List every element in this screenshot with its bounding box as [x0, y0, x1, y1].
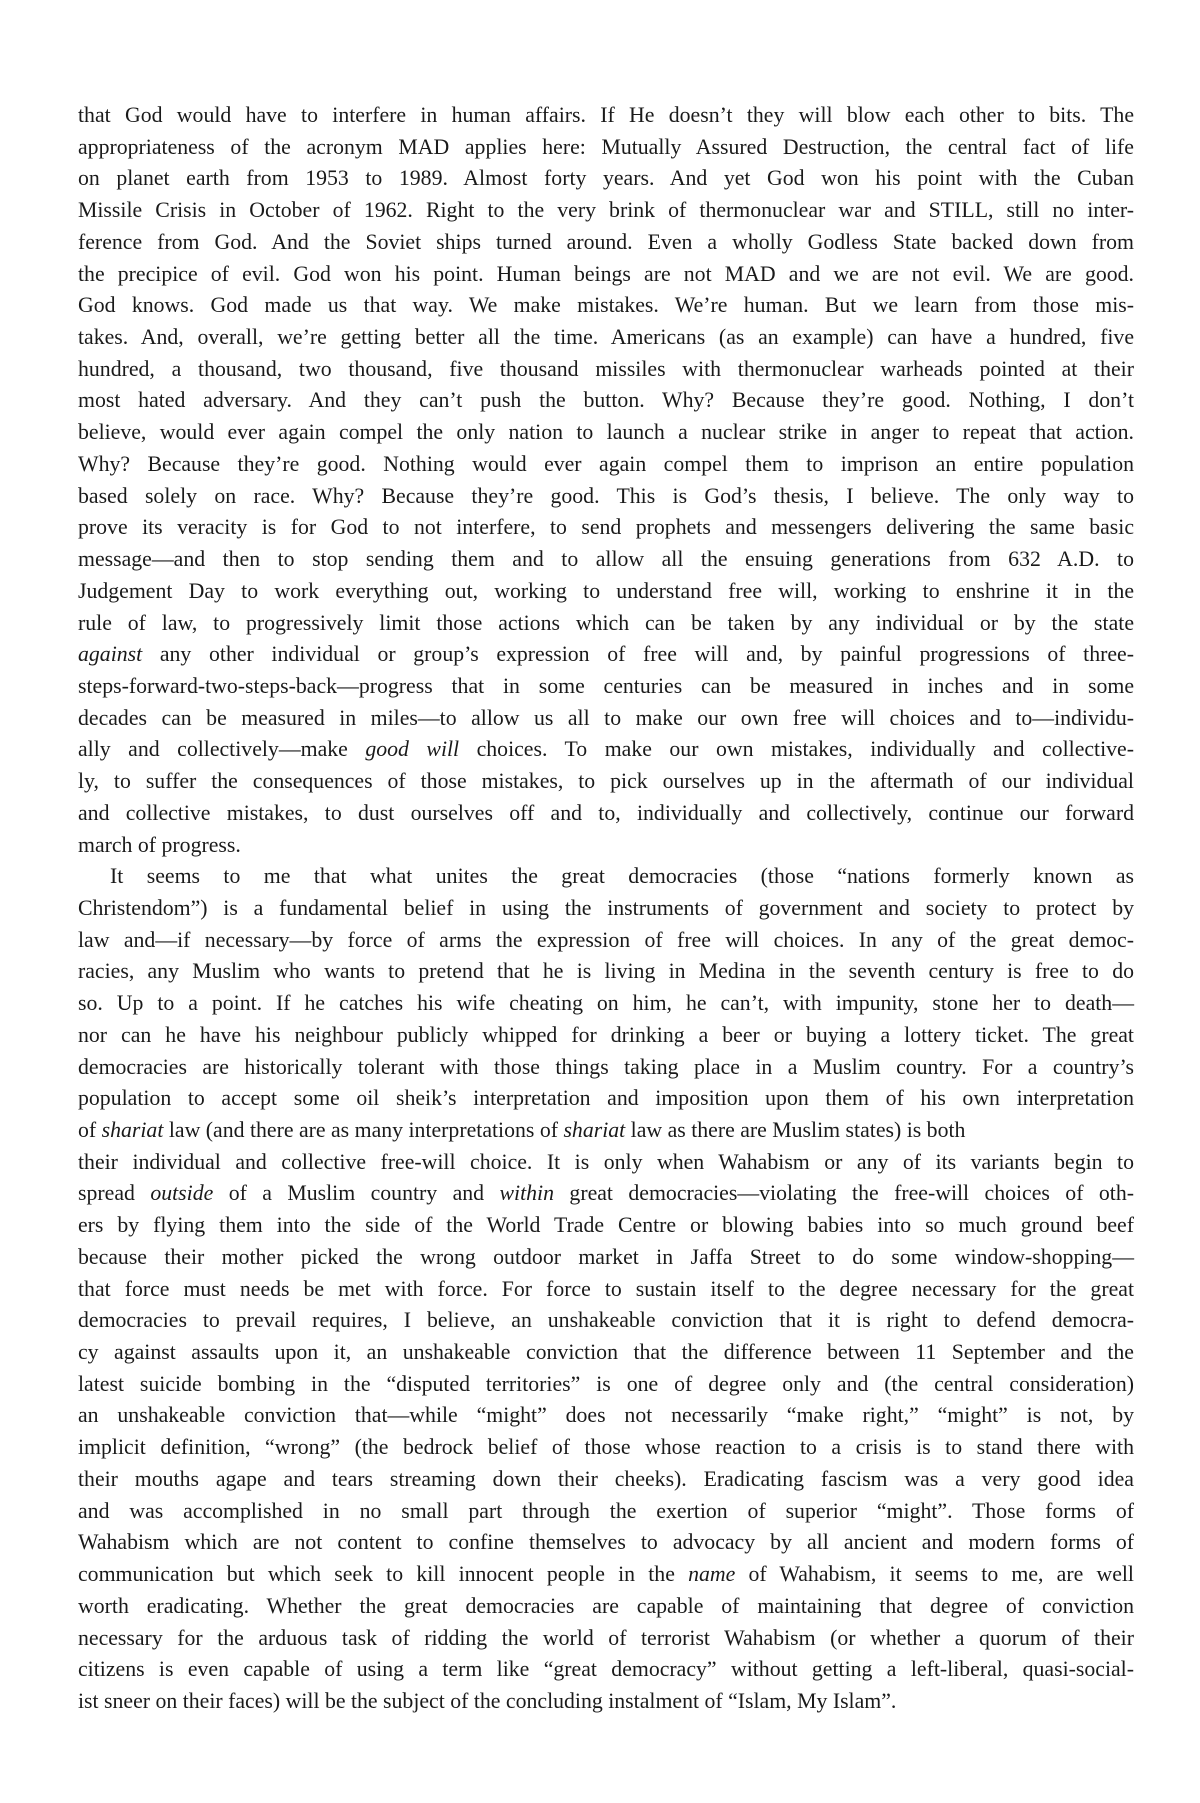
text-run: the precipice of evil. God won his point. Human beings are not MAD and we are not evil. We are good. [78, 261, 1134, 286]
text-run: population to accept some oil sheik’s interpretation and imposition upon them of his own interpretation [78, 1086, 1134, 1111]
text-run: democracies are historically tolerant with those things taking place in a Muslim country. For a country’s [78, 1054, 1134, 1079]
text-line [78, 1210, 1134, 1242]
text-line [78, 1052, 1134, 1084]
text-line [78, 1147, 1134, 1179]
text-line [78, 830, 1134, 862]
text-line [78, 956, 1134, 988]
text-run: on planet earth from 1953 to 1989. Almost forty years. And yet God won his point with the Cuban [78, 166, 1134, 191]
text-line [78, 322, 1134, 354]
text-line [78, 195, 1134, 227]
text-run: Wahabism which are not content to confine themselves to advocacy by all ancient and modern forms of [78, 1530, 1134, 1555]
italic-text: shariat [563, 1118, 626, 1142]
text-run: ly, to suffer the consequences of those mistakes, to pick ourselves up in the aftermath of our individual [78, 769, 1134, 794]
text-line [78, 1178, 1134, 1210]
text-line [78, 1496, 1134, 1528]
text-run: so. Up to a point. If he catches his wife cheating on him, he can’t, with impunity, stone her to death— [78, 991, 1134, 1016]
text-run: law as there are Muslim states) is both [625, 1118, 966, 1142]
text-line [78, 798, 1134, 830]
text-line [78, 1274, 1134, 1306]
text-run: decades can be measured in miles—to allow us all to make our own free will choices and to—individu- [78, 705, 1134, 730]
text-run: ally and collectively—make [78, 737, 366, 762]
text-run: that force must needs be met with force. For force to sustain itself to the degree necessary for the great [78, 1276, 1134, 1301]
text-line [78, 1559, 1134, 1591]
text-run: nor can he have his neighbour publicly whipped for drinking a beer or buying a lottery ticket. The great [78, 1022, 1134, 1047]
text-run: cy against assaults upon it, an unshakeable conviction that the difference between 11 September and the [78, 1340, 1134, 1365]
text-run: God knows. God made us that way. We make mistakes. We’re human. But we learn from those mis- [78, 293, 1134, 318]
text-line [78, 766, 1134, 798]
text-run: march of progress. [78, 832, 241, 857]
text-run: most hated adversary. And they can’t push the button. Why? Because they’re good. Nothing, I don’t [78, 388, 1134, 413]
text-line [78, 1591, 1134, 1623]
text-run: citizens is even capable of using a term like “great democracy” without getting a left-liberal, quasi-social- [78, 1657, 1134, 1682]
text-run: ist sneer on their faces) will be the subject of the concluding instalment of “Islam, My Islam”. [78, 1688, 897, 1713]
text-line [78, 1464, 1134, 1496]
text-run: Missile Crisis in October of 1962. Right to the very brink of thermonuclear war and STILL, still no inter- [78, 198, 1134, 223]
text-line [78, 893, 1134, 925]
text-run: latest suicide bombing in the “disputed territories” is one of degree only and (the central consideration) [78, 1371, 1134, 1396]
italic-text: against [78, 642, 143, 667]
text-run: Christendom”) is a fundamental belief in using the instruments of government and society to protect by [78, 895, 1134, 920]
text-run: an unshakeable conviction that—while “might” does not necessarily “make right,” “might” is not, by [78, 1403, 1134, 1428]
text-line [78, 290, 1134, 322]
text-line [78, 1305, 1134, 1337]
text-run: their individual and collective free-will choice. It is only when Wahabism or any of its variants begin to [78, 1149, 1134, 1174]
text-run: ers by flying them into the side of the World Trade Centre or blowing babies into so much ground beef [78, 1213, 1134, 1238]
italic-text: outside [150, 1181, 214, 1206]
text-line [78, 1654, 1134, 1686]
text-run: communication but which seek to kill innocent people in the [78, 1562, 689, 1587]
text-run: based solely on race. Why? Because they’re good. This is God’s thesis, I believe. The only way to [78, 483, 1134, 508]
text-run: democracies to prevail requires, I believe, an unshakeable conviction that it is right to defend democra- [78, 1308, 1134, 1333]
text-run: Judgement Day to work everything out, working to understand free will, working to enshrine it in the [78, 578, 1134, 603]
text-run: prove its veracity is for God to not interfere, to send prophets and messengers delivering the same basic [78, 515, 1134, 540]
text-line [78, 861, 1134, 893]
text-line [78, 925, 1134, 957]
text-run: believe, would ever again compel the only nation to launch a nuclear strike in anger to repeat that action. [78, 420, 1134, 445]
text-run: great democracies—violating the free-will choices of oth- [554, 1181, 1134, 1206]
text-run: their mouths agape and tears streaming down their cheeks). Eradicating fascism was a very good idea [78, 1466, 1134, 1491]
text-run: and collective mistakes, to dust ourselves off and to, individually and collectively, continue our forward [78, 800, 1134, 825]
text-run: of Wahabism, it seems to me, are well [735, 1562, 1134, 1587]
text-run: spread [78, 1181, 151, 1206]
text-run: appropriateness of the acronym MAD applies here: Mutually Assured Destruction, the central fact of life [78, 134, 1134, 159]
text-line [78, 639, 1134, 671]
text-run: of a Muslim country and [213, 1181, 500, 1206]
text-line [78, 671, 1134, 703]
text-run: rule of law, to progressively limit those actions which can be taken by any individual or by the state [78, 610, 1134, 635]
text-line [78, 449, 1134, 481]
text-line [78, 1527, 1134, 1559]
text-line [78, 417, 1134, 449]
text-line [78, 608, 1134, 640]
text-run: law and—if necessary—by force of arms the expression of free will choices. In any of the great democ- [78, 927, 1134, 952]
text-line [78, 512, 1134, 544]
italic-text: good will [365, 737, 460, 762]
text-line [78, 988, 1134, 1020]
text-run: choices. To make our own mistakes, individually and collective- [459, 737, 1134, 762]
text-run: Why? Because they’re good. Nothing would ever again compel them to imprison an entire population [78, 451, 1134, 476]
text-line [78, 1337, 1134, 1369]
text-line [78, 385, 1134, 417]
text-line [78, 1623, 1134, 1655]
text-line [78, 1369, 1134, 1401]
text-run: takes. And, overall, we’re getting better all the time. Americans (as an example) can have a hundred, five [78, 325, 1134, 350]
text-run: necessary for the arduous task of ridding the world of terrorist Wahabism (or whether a quorum of their [78, 1625, 1134, 1650]
text-run: of [78, 1118, 102, 1142]
italic-text: name [688, 1562, 736, 1587]
text-run: that God would have to interfere in human affairs. If He doesn’t they will blow each other to bits. The [78, 103, 1134, 127]
text-line [78, 163, 1134, 195]
text-line [78, 259, 1134, 291]
italic-text: shariat [101, 1118, 164, 1142]
text-line [78, 100, 1134, 132]
text-run: message—and then to stop sending them and to allow all the ensuing generations from 632 A.D. to [78, 547, 1134, 572]
text-line [78, 1242, 1134, 1274]
text-line [78, 227, 1134, 259]
text-line [78, 132, 1134, 164]
text-run: and was accomplished in no small part through the exertion of superior “might”. Those forms of [78, 1498, 1134, 1523]
text-line [78, 354, 1134, 386]
text-run: hundred, a thousand, two thousand, five thousand missiles with thermonuclear warheads pointed at their [78, 356, 1134, 381]
text-line [78, 703, 1134, 735]
text-run: It seems to me that what unites the great democracies (those “nations formerly known as [110, 864, 1134, 889]
text-line [78, 1083, 1134, 1115]
text-run: any other individual or group’s expression of free will and, by painful progressions of three- [142, 642, 1134, 667]
text-line [78, 1020, 1134, 1052]
text-line [78, 1115, 1134, 1147]
text-line [78, 734, 1134, 766]
text-line [78, 544, 1134, 576]
text-line [78, 481, 1134, 513]
body-text [78, 100, 1134, 1718]
text-run: steps-forward-two-steps-back—progress that in some centuries can be measured in inches and in some [78, 673, 1134, 698]
text-run: because their mother picked the wrong outdoor market in Jaffa Street to do some window-shopping— [78, 1244, 1134, 1269]
italic-text: within [499, 1181, 555, 1206]
text-line [78, 1686, 1134, 1718]
text-run: law (and there are as many interpretations of [163, 1118, 564, 1142]
text-line [78, 1432, 1134, 1464]
text-run: worth eradicating. Whether the great democracies are capable of maintaining that degree of conviction [78, 1593, 1134, 1618]
text-line [78, 576, 1134, 608]
text-run: implicit definition, “wrong” (the bedrock belief of those whose reaction to a crisis is to stand there with [78, 1435, 1134, 1460]
text-run: racies, any Muslim who wants to pretend that he is living in Medina in the seventh century is free to do [78, 959, 1134, 984]
text-run: ference from God. And the Soviet ships turned around. Even a wholly Godless State backed down from [78, 229, 1134, 254]
text-line [78, 1400, 1134, 1432]
